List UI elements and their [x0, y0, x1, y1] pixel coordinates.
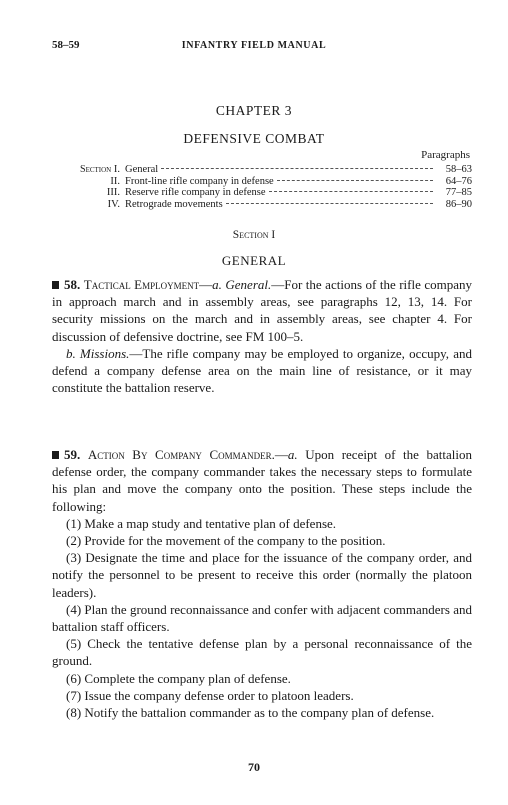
paragraph-heading: Tactical Employment	[83, 277, 200, 292]
list-item: (1) Make a map study and tentative plan of defense.	[66, 515, 337, 531]
subparagraph-text: Upon receipt of the battalion defense order, the company commander takes the necessary steps to formulate his plan and move the company onto the position. These steps include the following:	[52, 447, 472, 514]
table-of-contents	[52, 164, 472, 210]
paragraph-58	[52, 276, 472, 396]
toc-section-word: Section	[80, 164, 112, 175]
list-item: (2) Provide for the movement of the company to the position.	[66, 533, 386, 549]
toc-title: Retrograde movements	[125, 198, 223, 210]
list-item: (6) Complete the company plan of defense.	[66, 670, 291, 686]
paragraph-heading: Action By Company Commander	[87, 447, 272, 462]
toc-row	[52, 187, 472, 199]
chapter-label: CHAPTER 3	[215, 103, 293, 118]
square-bullet-icon	[52, 451, 59, 459]
toc-num: I.	[113, 164, 120, 175]
toc-leader	[269, 191, 433, 192]
toc-num: III.	[106, 187, 120, 198]
toc-leader	[277, 180, 433, 181]
paragraph-58-b: b. Missions.—The rifle company may be employed to organize, occupy, and defend a company defense area on the main line of resistance, or it may constitute the battalion reserve.	[52, 345, 472, 396]
paragraph-58-a: 58. Tactical Employment—a. General.—For the actions of the rifle company in approach march and in assembly areas, see paragraphs 12, 13, 14. For security missions on the march and in assembly areas, see chapter 4. For discussion of defensive doctrine, see FM 100–5.	[52, 277, 473, 344]
paragraph-59	[52, 446, 472, 721]
subparagraph-label: a. General.	[212, 277, 272, 292]
square-bullet-icon	[52, 281, 59, 289]
running-title: INFANTRY FIELD MANUAL	[181, 40, 327, 51]
toc-row	[52, 176, 472, 188]
toc-pages: 86–90	[445, 198, 472, 210]
page-range: 58–59	[52, 39, 80, 51]
toc-num: IV.	[107, 198, 120, 210]
toc-title: General	[125, 164, 159, 175]
toc-title: Front-line rifle company in defense	[125, 175, 274, 187]
page-number: 70	[248, 760, 260, 774]
list-item: (7) Issue the company defense order to platoon leaders.	[66, 687, 354, 703]
chapter-title: DEFENSIVE COMBAT	[183, 131, 325, 146]
toc-row	[52, 199, 472, 211]
subparagraph-text: The rifle company may be employed to organize, occupy, and defend a company defense area on the main line of resistance, or it may constitute the battalion reserve.	[52, 345, 472, 396]
section-label: Section I	[232, 229, 276, 241]
paragraph-number: 59.	[64, 447, 81, 462]
list-item: (4) Plan the ground reconnaissance and confer with adjacent commanders and battalion staff officers.	[52, 601, 472, 635]
toc-row	[52, 164, 472, 176]
toc-num: II.	[110, 175, 120, 187]
subparagraph-label: b. Missions.	[66, 345, 130, 361]
toc-title: Reserve rifle company in defense	[125, 187, 266, 198]
paragraph-number: 58.	[64, 277, 81, 292]
toc-leader	[161, 168, 433, 169]
list-item: (3) Designate the time and place for the issuance of the company order, and notify the personnel to be present to receive this order (normally the platoon leaders).	[52, 550, 472, 600]
subparagraph-label: a.	[287, 447, 298, 462]
section-title: GENERAL	[221, 253, 287, 268]
toc-column-header: Paragraphs	[421, 149, 470, 161]
list-item: (8) Notify the battalion commander as to the company plan of defense.	[66, 705, 435, 721]
toc-pages: 58–63	[445, 164, 472, 175]
toc-pages: 64–76	[445, 175, 472, 187]
paragraph-59-a: 59. Action By Company Commander.—a. Upon receipt of the battalion defense order, the company commander takes the necessary steps to formulate his plan and move the company onto the position. These steps include the following:	[52, 447, 472, 514]
toc-leader	[226, 203, 433, 204]
list-item: (5) Check the tentative defense plan by a personal reconnaissance of the ground.	[52, 636, 472, 669]
subparagraph-text: For the actions of the rifle company in approach march and in assembly areas, see paragraphs 12, 13, 14. For security missions on the march and in assembly areas, see chapter 4. For discussion of defensive doctrine, see FM 100–5.	[52, 277, 473, 344]
toc-pages: 77–85	[445, 187, 472, 198]
